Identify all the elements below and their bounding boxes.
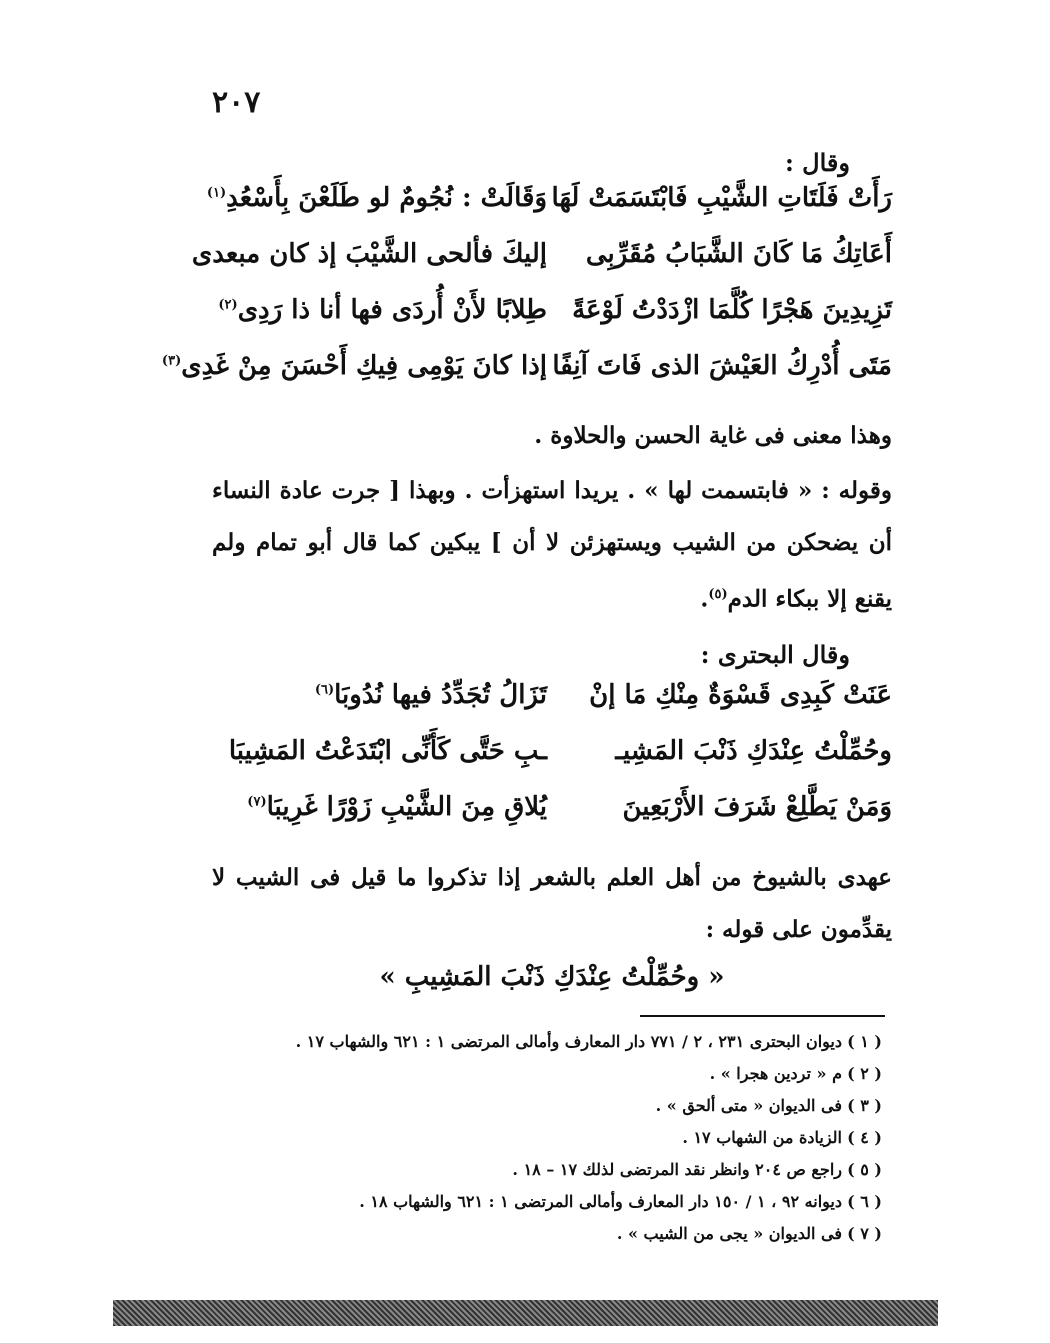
verse-hemistich-right: عَنَتْ كَبِدِى قَسْوَةٌ مِنْكِ مَا إنْ — [589, 680, 892, 710]
verse-line — [206, 183, 892, 239]
verse-hemistich-right: مَتَى أُدْرِكُ العَيْشَ الذى فَاتَ آنِفًا — [552, 351, 892, 381]
hemistich-text: يُلاقِ مِنَ الشَّيْبِ زَوْرًا غَرِيبَا — [266, 792, 547, 822]
footnote-text: الزيادة من الشهاب ١٧ . — [682, 1128, 842, 1147]
footnote-text: فى الديوان « يجى من الشيب » . — [616, 1224, 842, 1243]
footnote-number: ( ٥ ) — [847, 1160, 882, 1179]
hemistich-text: وَقَالَتْ : نُجُومٌ لو طَلَعْنَ بِأَسْعُدِ — [226, 183, 547, 213]
verse-hemistich-right: رَأَتْ فَلَتَاتِ الشَّيْبِ فَابْتَسَمَتْ لَهَا — [551, 183, 892, 213]
verse-hemistich-left — [212, 736, 547, 766]
verse-line — [212, 792, 892, 848]
verse-hemistich-right: وَمَنْ يَطَّلِعْ شَرَفَ الأَرْبَعِينَ — [622, 792, 892, 822]
poem-2 — [212, 680, 892, 848]
verse-hemistich-left — [212, 792, 547, 822]
verse-hemistich-left — [206, 183, 547, 213]
verse-hemistich-left — [161, 351, 547, 381]
footnote-text: ديوانه ٩٢ ، ١ / ١٥٠ دار المعارف وأمالى المرتضى ١ : ٦٢١ والشهاب ١٨ . — [359, 1192, 842, 1211]
scan-edge-band — [113, 1300, 938, 1326]
footnote-number: ( ٤ ) — [847, 1128, 882, 1147]
footnote-marker: (٧) — [247, 794, 267, 810]
verse-hemistich-right: تَزِيدِينَ هَجْرًا كُلَّمَا ازْدَدْتُ لَوْعَةً — [572, 295, 892, 325]
footnote-number: ( ٢ ) — [847, 1064, 882, 1083]
hemistich-text: إذا كانَ يَوْمِى فِيكِ أَحْسَنَ مِنْ غَدِى — [181, 351, 547, 381]
page-number: ٢٠٧ — [212, 85, 261, 120]
paragraph-explanation: وقوله : « فابتسمت لها » . يريدا استهزأت . وبهذا [ جرت عادة النساء أن يضحكن من الشيب ويستهزئن لا أن ] يبكين كما قال أبو تمام ولم يقنع إلا ببكاء الدم$^{(٥)}$. — [212, 477, 892, 613]
quoted-verse: « وحُمِّلْتُ عِنْدَكِ ذَنْبَ المَشِيبِ » — [379, 962, 725, 992]
verse-line — [161, 351, 892, 407]
footnote-number: ( ٧ ) — [847, 1224, 882, 1243]
footnote — [212, 1186, 882, 1218]
verse-hemistich-left — [191, 239, 547, 269]
hemistich-text: ـبِ حَتَّى كَأَنِّى ابْتَدَعْتُ المَشِيبَا — [228, 736, 547, 766]
footnote — [212, 1154, 882, 1186]
footnote-number: ( ١ ) — [847, 1032, 882, 1051]
footnote-text: ديوان البحترى ٢٣١ ، ٢ / ٧٧١ دار المعارف وأمالى المرتضى ١ : ٦٢١ والشهاب ١٧ . — [295, 1032, 842, 1051]
paragraph-text: وقوله : « فابتسمت لها » . يريدا استهزأت . وبهذا [ جرت عادة النساء أن يضحكن من الشيب ويستهزئن لا أن ] يبكين كما قال أبو تمام ولم يقنع إلا ببكاء الدم — [212, 477, 892, 613]
footnote-text: م « تردين هجرا » . — [709, 1064, 842, 1083]
verse-line — [212, 295, 892, 351]
verse-hemistich-left — [212, 680, 547, 710]
verse-line — [191, 239, 892, 295]
verse-hemistich-right: وحُمِّلْتُ عِنْدَكِ ذَنْبَ المَشِيـ — [615, 736, 892, 766]
footnote-marker: (١) — [206, 185, 227, 201]
verse-hemistich-left — [212, 295, 547, 325]
footnote-marker: (٥) — [708, 587, 728, 602]
poem-1 — [161, 183, 892, 407]
footnote — [212, 1058, 882, 1090]
footnote — [212, 1090, 882, 1122]
paragraph-shuyukh: عهدى بالشيوخ من أهل العلم بالشعر إذا تذكروا ما قيل فى الشيب لا يقدِّمون على قوله : — [212, 864, 892, 943]
verse-line — [212, 680, 892, 736]
footnote-marker: (٦) — [314, 682, 335, 698]
intro-bohtori: وقال البحترى : — [700, 640, 850, 669]
footnotes — [212, 1026, 882, 1250]
hemistich-text: إليكَ فألحى الشَّيْبَ إذ كان مبعدى — [191, 239, 547, 269]
footnote-number: ( ٦ ) — [847, 1192, 882, 1211]
footnote-divider — [640, 1015, 885, 1017]
footnote — [212, 1026, 882, 1058]
footnote-marker: (٢) — [218, 297, 238, 313]
paragraph-comment: وهذا معنى فى غاية الحسن والحلاوة . — [534, 422, 892, 449]
intro-qala: وقال : — [784, 148, 850, 177]
footnote — [212, 1218, 882, 1250]
footnote-text: راجع ص ٢٠٤ وانظر نقد المرتضى لذلك ١٧ – ١٨ . — [512, 1160, 842, 1179]
hemistich-text: تَزَالُ تُجَدِّدُ فيها نُدُوبَا — [334, 680, 547, 710]
footnote — [212, 1122, 882, 1154]
hemistich-text: طِلابًا لأَنْ أُردَى فها أنا ذا رَدِى — [237, 295, 547, 325]
verse-hemistich-right: أَعَاتِكُ مَا كَانَ الشَّبَابُ مُقَرِّبِى — [585, 239, 892, 269]
verse-line — [212, 736, 892, 792]
footnote-number: ( ٣ ) — [847, 1096, 882, 1115]
footnote-marker: (٣) — [161, 353, 182, 369]
footnote-text: فى الديوان « متى ألحق » . — [655, 1096, 842, 1115]
